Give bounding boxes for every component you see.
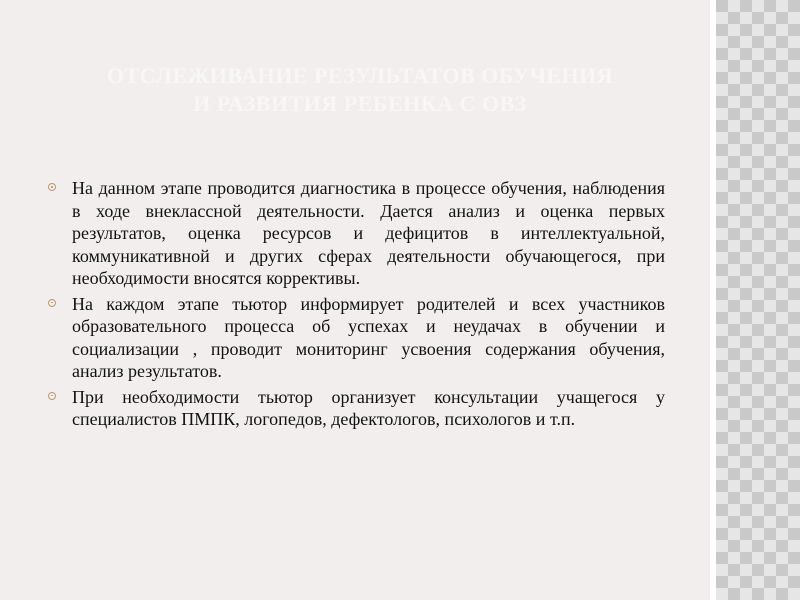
bullet-item-1 xyxy=(45,177,665,290)
slide-title xyxy=(40,62,680,118)
bullet-icon xyxy=(48,183,56,191)
bullet-item-2 xyxy=(45,293,665,383)
decorative-pattern-panel xyxy=(716,0,800,600)
bullet-text-1: На данном этапе проводится диагностика в процессе обучения, наблюдения в ходе внеклассной деятельности. Дается анализ и оценка первых результатов, оценка ресурсов и дефицитов в интеллектуальной, коммуникативной и других сферах деятельности обучающегося, при необходимости вносятся коррективы. xyxy=(72,178,665,288)
bullet-text-2: На каждом этапе тьютор информирует родителей и всех участников образовательного процесса об успехах и неудачах в обучении и социализации , проводит мониторинг усвоения содержания обучения, анализ результатов. xyxy=(72,293,665,381)
bullet-icon xyxy=(48,392,56,400)
bullet-icon xyxy=(48,299,56,307)
bullet-item-3 xyxy=(45,386,665,431)
slide-title-line-1: ОТСЛЕЖИВАНИЕ РЕЗУЛЬТАТОВ ОБУЧЕНИЯ xyxy=(106,63,614,88)
bullet-list xyxy=(45,177,665,434)
slide-title-line-2: И РАЗВИТИЯ РЕБЕНКА С ОВЗ xyxy=(193,91,527,116)
bullet-text-3: При необходимости тьютор организует консультации учащегося у специалистов ПМПК, логопедов, дефектологов, психологов и т.п. xyxy=(72,386,665,429)
